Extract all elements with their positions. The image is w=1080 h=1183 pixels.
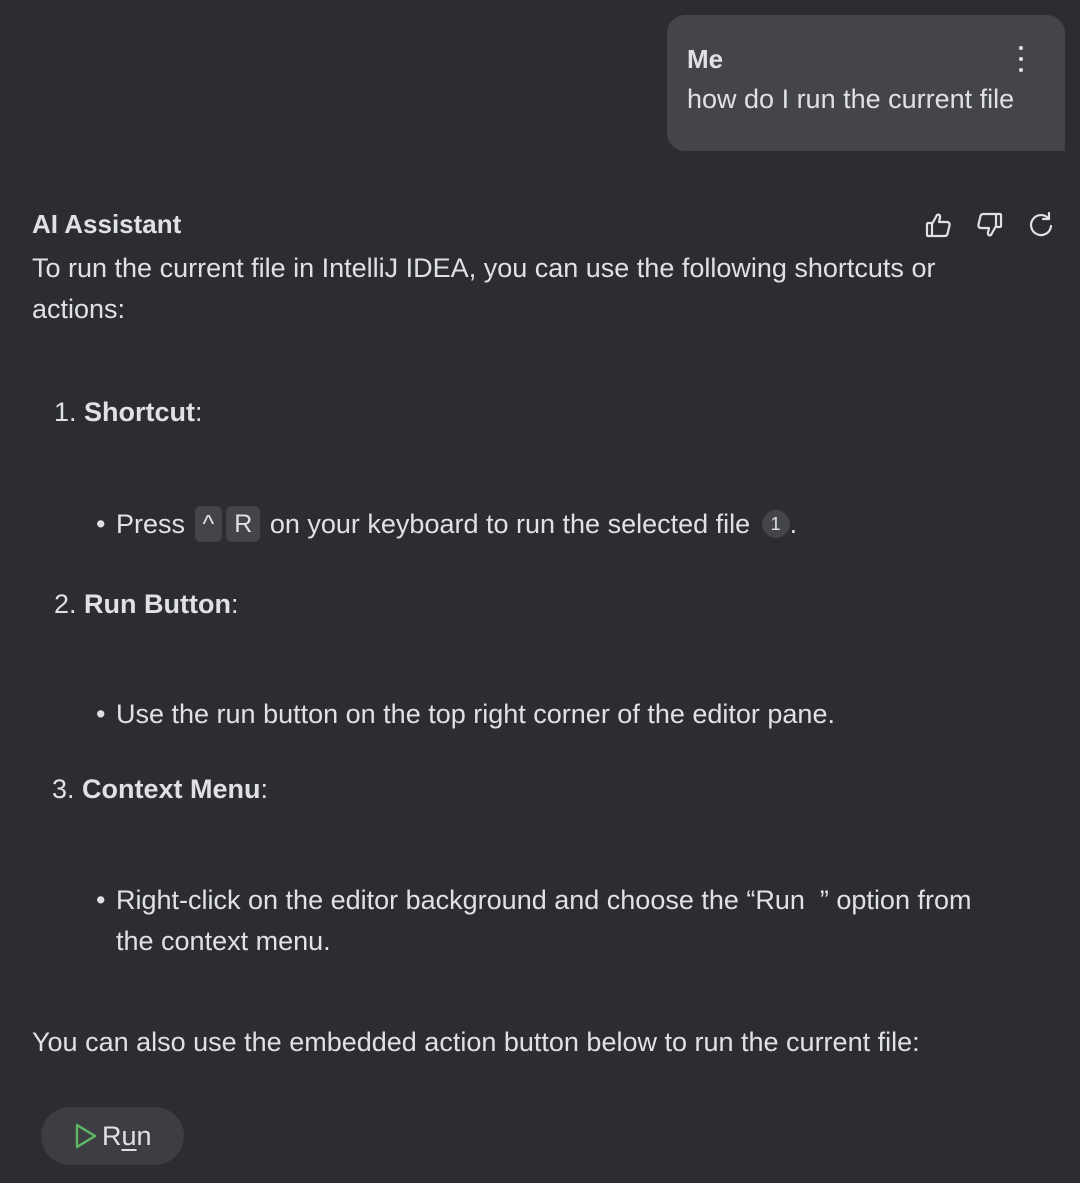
- bullet-dot: •: [96, 885, 106, 915]
- user-message-bubble: [667, 15, 1065, 151]
- run-button-label: [102, 1121, 152, 1152]
- run-button[interactable]: [41, 1107, 184, 1165]
- bullet-text-after: on your keyboard to run the selected file: [269, 509, 751, 539]
- label-part: R: [102, 1120, 122, 1151]
- more-options-icon[interactable]: [1009, 43, 1033, 75]
- list-item-3-bullet: [96, 880, 972, 962]
- bullet-text-line-1: Right-click on the editor background and choose the “Run ” option from: [116, 885, 972, 915]
- user-message-text: how do I run the current file: [687, 84, 1015, 114]
- bullet-text-before: Press: [116, 509, 186, 539]
- list-item-3-heading: [52, 774, 268, 805]
- thumbs-up-icon[interactable]: [920, 207, 956, 243]
- assistant-author-name: AI Assistant: [32, 209, 182, 239]
- regenerate-icon[interactable]: [1023, 207, 1059, 243]
- key-ctrl: ^: [195, 506, 223, 542]
- assistant-outro: You can also use the embedded action button below to run the current file:: [32, 1027, 920, 1057]
- list-item-1-heading: [54, 397, 203, 428]
- bullet-text: Use the run button on the top right corner of the editor pane.: [116, 699, 835, 729]
- thumbs-down-icon[interactable]: [972, 207, 1008, 243]
- list-item-1-bullet: [96, 504, 798, 545]
- colon: :: [231, 589, 239, 619]
- reference-badge[interactable]: 1: [762, 510, 790, 538]
- bullet-period: .: [789, 509, 798, 539]
- list-item-title: Context Menu: [82, 774, 261, 804]
- list-item-2-heading: [54, 589, 239, 620]
- list-number: 2.: [54, 589, 77, 619]
- user-author-name: Me: [687, 44, 724, 74]
- mnemonic-letter: u: [121, 1120, 137, 1151]
- list-number: 1.: [54, 397, 77, 427]
- play-icon: [74, 1123, 98, 1149]
- bullet-dot: •: [96, 509, 106, 539]
- label-part: n: [136, 1120, 152, 1151]
- colon: :: [195, 397, 203, 427]
- bullet-dot: •: [96, 699, 106, 729]
- intro-line-1: To run the current file in IntelliJ IDEA, you can use the following shortcuts or: [32, 253, 936, 283]
- colon: :: [260, 774, 269, 804]
- assistant-intro: [32, 248, 935, 330]
- bullet-text-line-2: the context menu.: [116, 926, 331, 956]
- list-item-title: Shortcut: [84, 397, 196, 427]
- assistant-actions: [920, 207, 1060, 243]
- list-item-2-bullet: [96, 694, 835, 735]
- intro-line-2: actions:: [32, 294, 126, 324]
- list-item-title: Run Button: [84, 589, 231, 619]
- key-r: R: [226, 506, 260, 542]
- list-number: 3.: [52, 774, 75, 804]
